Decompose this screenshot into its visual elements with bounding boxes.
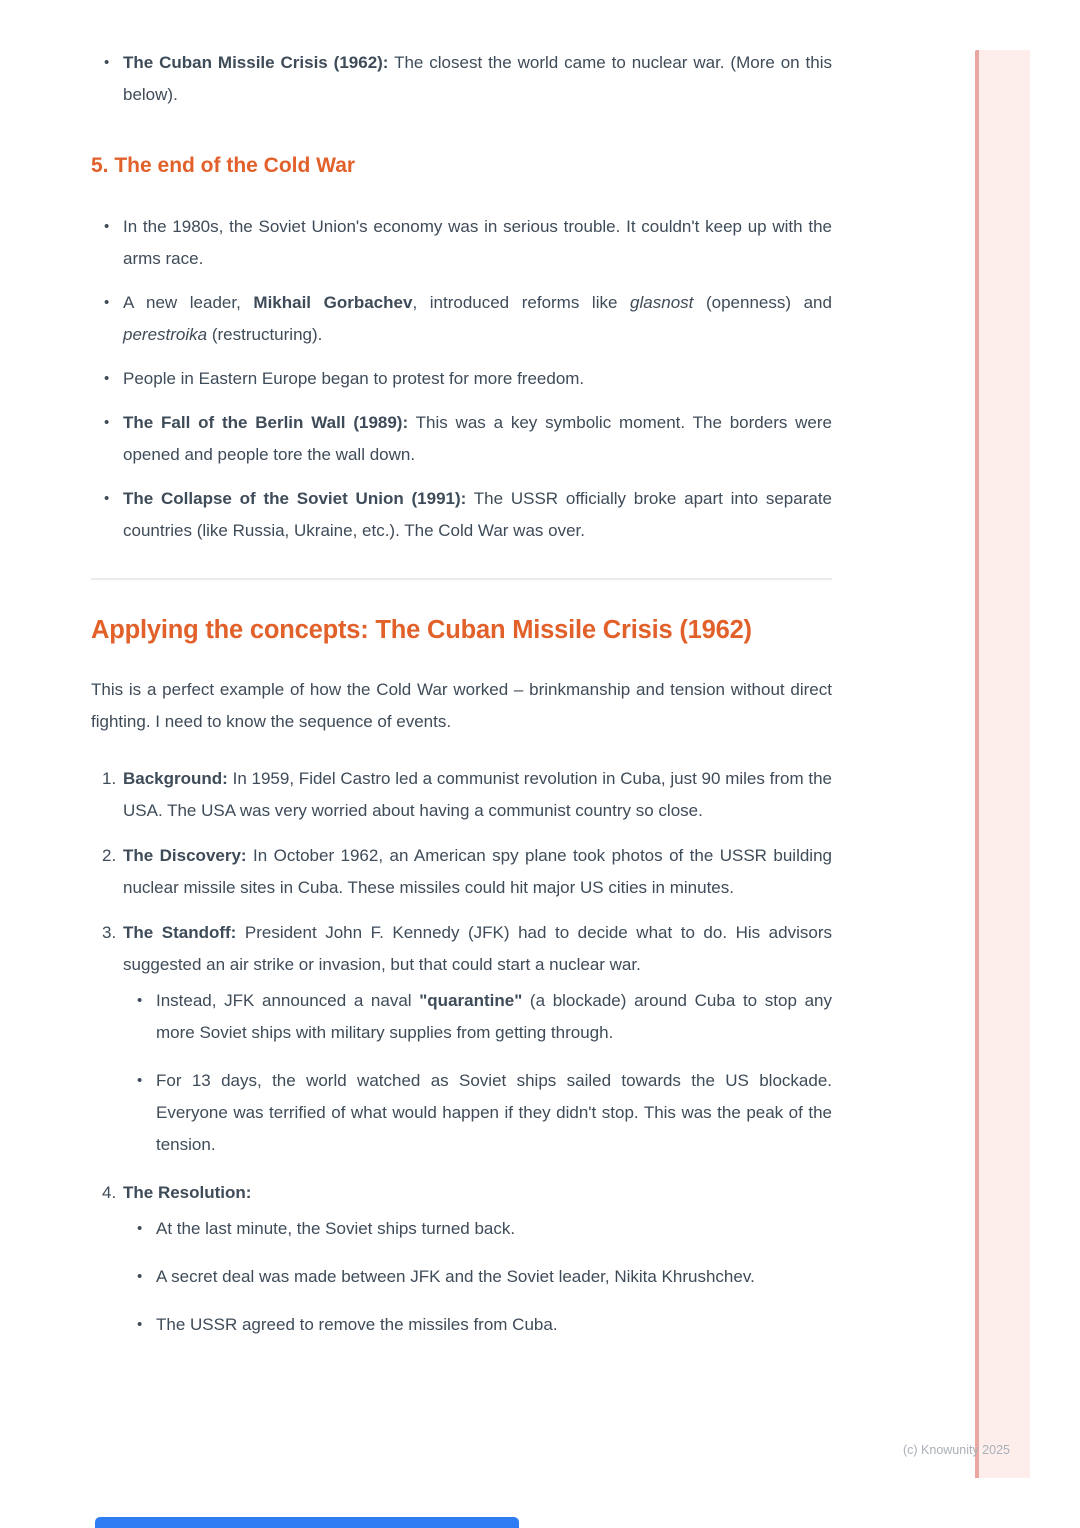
section-divider xyxy=(91,578,832,580)
crisis-steps-list xyxy=(91,763,832,1341)
list-item-text xyxy=(123,369,584,388)
list-item xyxy=(123,1261,832,1293)
section-heading-applying-concepts: Applying the concepts: The Cuban Missile Crisis (1962) xyxy=(91,616,752,644)
list-item xyxy=(91,287,832,351)
text-segment: Mikhail Gorbachev xyxy=(253,293,413,312)
document-content xyxy=(91,0,832,1357)
resolution-sub-list xyxy=(123,1213,832,1341)
text-segment: President John F. Kennedy (JFK) had to decide what to do. His advisors suggested an air strike or invasion, but that could start a nuclear war. xyxy=(123,923,832,974)
text-segment: Background: xyxy=(123,769,228,788)
text-segment: , introduced reforms like xyxy=(412,293,631,312)
text-segment: A secret deal was made between JFK and the Soviet leader, Nikita Khrushchev. xyxy=(156,1267,755,1286)
numbered-item-discovery xyxy=(91,840,832,904)
bullet-icon: • xyxy=(104,294,110,311)
text-segment: The USSR agreed to remove the missiles from Cuba. xyxy=(156,1315,558,1334)
text-segment: (a blockade) around Cuba to stop any more Soviet ships with military supplies from getting through. xyxy=(156,991,832,1042)
list-item xyxy=(91,483,832,547)
text-segment: The USSR officially broke apart into separate countries (like Russia, Ukraine, etc.). The Cold War was over. xyxy=(123,489,832,540)
numbered-item-background xyxy=(91,763,832,827)
text-segment: At the last minute, the Soviet ships turned back. xyxy=(156,1219,516,1238)
text-segment: "quarantine" xyxy=(419,991,523,1010)
text-segment: A new leader, xyxy=(123,293,254,312)
list-item-text xyxy=(123,489,832,540)
list-item-text xyxy=(156,1219,515,1238)
text-segment: This was a key symbolic moment. The borders were opened and people tore the wall down. xyxy=(123,413,832,464)
numbered-item-text xyxy=(123,769,832,820)
bullet-icon: • xyxy=(137,992,143,1009)
text-segment: perestroika xyxy=(123,325,208,344)
item-number: 4. xyxy=(102,1183,117,1202)
list-item xyxy=(91,211,832,275)
bullet-icon: • xyxy=(104,218,110,235)
text-segment: People in Eastern Europe began to protest for more freedom. xyxy=(123,369,585,388)
bullet-icon: • xyxy=(137,1268,143,1285)
text-segment: The closest the world came to nuclear war. (More on this below). xyxy=(123,53,832,104)
bullet-icon: • xyxy=(104,54,110,71)
end-of-cold-war-bullet-list xyxy=(91,211,832,547)
numbered-item-standoff xyxy=(91,917,832,1161)
numbered-item-text xyxy=(123,923,832,974)
section-heading-end-of-cold-war: 5. The end of the Cold War xyxy=(91,154,356,177)
intro-bullet-list xyxy=(91,47,832,111)
text-segment: Instead, JFK announced a naval xyxy=(156,991,420,1010)
list-item xyxy=(91,47,832,111)
list-item-text xyxy=(156,991,832,1042)
list-item xyxy=(123,1309,832,1341)
bullet-icon: • xyxy=(137,1220,143,1237)
list-item xyxy=(91,363,832,395)
bullet-icon: • xyxy=(104,414,110,431)
numbered-item-text xyxy=(123,846,832,897)
list-item xyxy=(123,985,832,1049)
list-item-text xyxy=(123,53,832,104)
page-margin-bar xyxy=(975,50,1030,1478)
item-number: 2. xyxy=(102,846,117,865)
text-segment: The Discovery: xyxy=(123,846,247,865)
list-item-text xyxy=(123,413,832,464)
standoff-sub-list xyxy=(123,985,832,1161)
list-item-text xyxy=(156,1071,832,1154)
text-segment: (openness) and xyxy=(693,293,832,312)
text-segment: The Collapse of the Soviet Union (1991): xyxy=(123,489,467,508)
numbered-item-resolution xyxy=(91,1177,832,1341)
text-segment: The Standoff: xyxy=(123,923,237,942)
bullet-icon: • xyxy=(104,370,110,387)
text-segment: (restructuring). xyxy=(207,325,323,344)
text-segment: This is a perfect example of how the Cold War worked – brinkmanship and tension without direct fighting. I need to know the sequence of events. xyxy=(91,680,832,731)
text-segment: In 1959, Fidel Castro led a communist revolution in Cuba, just 90 miles from the USA. The USA was very worried about having a communist country so close. xyxy=(123,769,832,820)
list-item-text xyxy=(123,217,832,268)
item-number: 1. xyxy=(102,769,117,788)
applying-intro-paragraph xyxy=(91,674,832,738)
list-item xyxy=(123,1065,832,1161)
text-segment: The Cuban Missile Crisis (1962): xyxy=(123,53,389,72)
bullet-icon: • xyxy=(137,1072,143,1089)
text-segment: In the 1980s, the Soviet Union's economy was in serious trouble. It couldn't keep up with the arms race. xyxy=(123,217,832,268)
copyright-notice: (c) Knowunity 2025 xyxy=(902,1443,1010,1457)
text-segment: The Resolution: xyxy=(123,1183,252,1202)
numbered-item-text xyxy=(123,1183,251,1202)
list-item xyxy=(91,407,832,471)
bullet-icon: • xyxy=(137,1316,143,1333)
item-number: 3. xyxy=(102,923,117,942)
list-item xyxy=(123,1213,832,1245)
text-segment: glasnost xyxy=(630,293,694,312)
text-segment: The Fall of the Berlin Wall (1989): xyxy=(123,413,409,432)
next-section-box-cutoff xyxy=(95,1517,519,1528)
text-segment: For 13 days, the world watched as Soviet ships sailed towards the US blockade. Everyone was terrified of what would happen if they didn't stop. This was the peak of the tension. xyxy=(156,1071,832,1154)
text-segment: In October 1962, an American spy plane took photos of the USSR building nuclear missile sites in Cuba. These missiles could hit major US cities in minutes. xyxy=(123,846,832,897)
bullet-icon: • xyxy=(104,490,110,507)
list-item-text xyxy=(156,1315,558,1334)
list-item-text xyxy=(156,1267,755,1286)
list-item-text xyxy=(123,293,832,344)
